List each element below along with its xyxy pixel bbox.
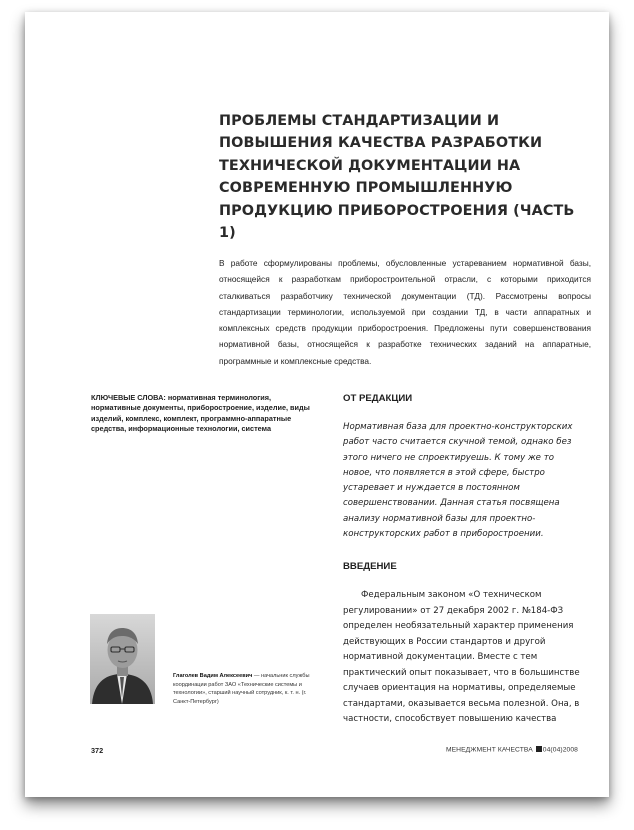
editor-heading: ОТ РЕДАКЦИИ: [343, 393, 413, 404]
article-title: ПРОБЛЕМЫ СТАНДАРТИЗАЦИИ И ПОВЫШЕНИЯ КАЧЕСТВА РАЗРАБОТКИ ТЕХНИЧЕСКОЙ ДОКУМЕНТАЦИИ НА СОВРЕМЕННУЮ ПРОМЫШЛЕННУЮ ПРОДУКЦИЮ ПРИБОРОСТРОЕНИЯ (ЧАСТЬ 1): [219, 113, 575, 242]
magazine-page: [25, 12, 609, 797]
author-photo: [90, 614, 155, 704]
page-number: 372: [91, 746, 104, 755]
editor-note: Нормативная база для проектно-конструкторских работ часто считается скучной темой, однако без этого ничего не спроектируешь. К тому же то новое, что появляется в этой сфере, быстро устаревает и нуждается в постоянном совершенствовании. Данная статья посвящена анализу нормативной базы для проектно-конструкторских работ в приборостроении.: [343, 422, 573, 540]
journal-footer: [425, 746, 578, 754]
author-caption: [173, 672, 323, 706]
author-name: Глаголев Вадим Алексеевич: [173, 673, 253, 679]
author-description: — начальник службы координации работ ЗАО «Технические системы и технологии», старший научный сотрудник, к. т. н. (г. Санкт-Петербург): [173, 673, 310, 705]
author-portrait-image: [90, 614, 155, 704]
keywords-block: КЛЮЧЕВЫЕ СЛОВА: нормативная терминология, нормативные документы, приборостроение, изделие, виды изделий, комплекс, комплект, программно-аппаратные средства, информационные технологии, система: [91, 393, 310, 434]
intro-paragraph: Федеральным законом «О техническом регулировании» от 27 декабря 2002 г. №184-ФЗ определен необязательный характер применения действующих в России стандартов и другой нормативной документации. Вместе с тем практический опыт показывает, что в большинстве случаев ориентация на нормативы, определяемые стандартами, оказывается весьма полезной. Она, в частности, способствует повышению качества: [343, 590, 580, 724]
article-abstract: В работе сформулированы проблемы, обусловленные устареванием нормативной базы, относящейся к разработкам приборостроительной отрасли, с которыми приходится сталкиваться разработчику технической документации (ТД). Рассмотрены вопросы стандартизации терминологии, используемой при создании ТД, в части аппаратных и комплексных средств продукции приборостроения. Предложены пути совершенствования нормативной базы, относящейся к разработке технических заданий на аппаратные, программные и комплексные средства.: [219, 258, 591, 366]
square-bullet-icon: [536, 746, 542, 752]
journal-issue: 04(04)2008: [542, 746, 578, 754]
journal-name: МЕНЕДЖМЕНТ КАЧЕСТВА: [445, 746, 533, 754]
intro-heading: ВВЕДЕНИЕ: [343, 561, 397, 572]
